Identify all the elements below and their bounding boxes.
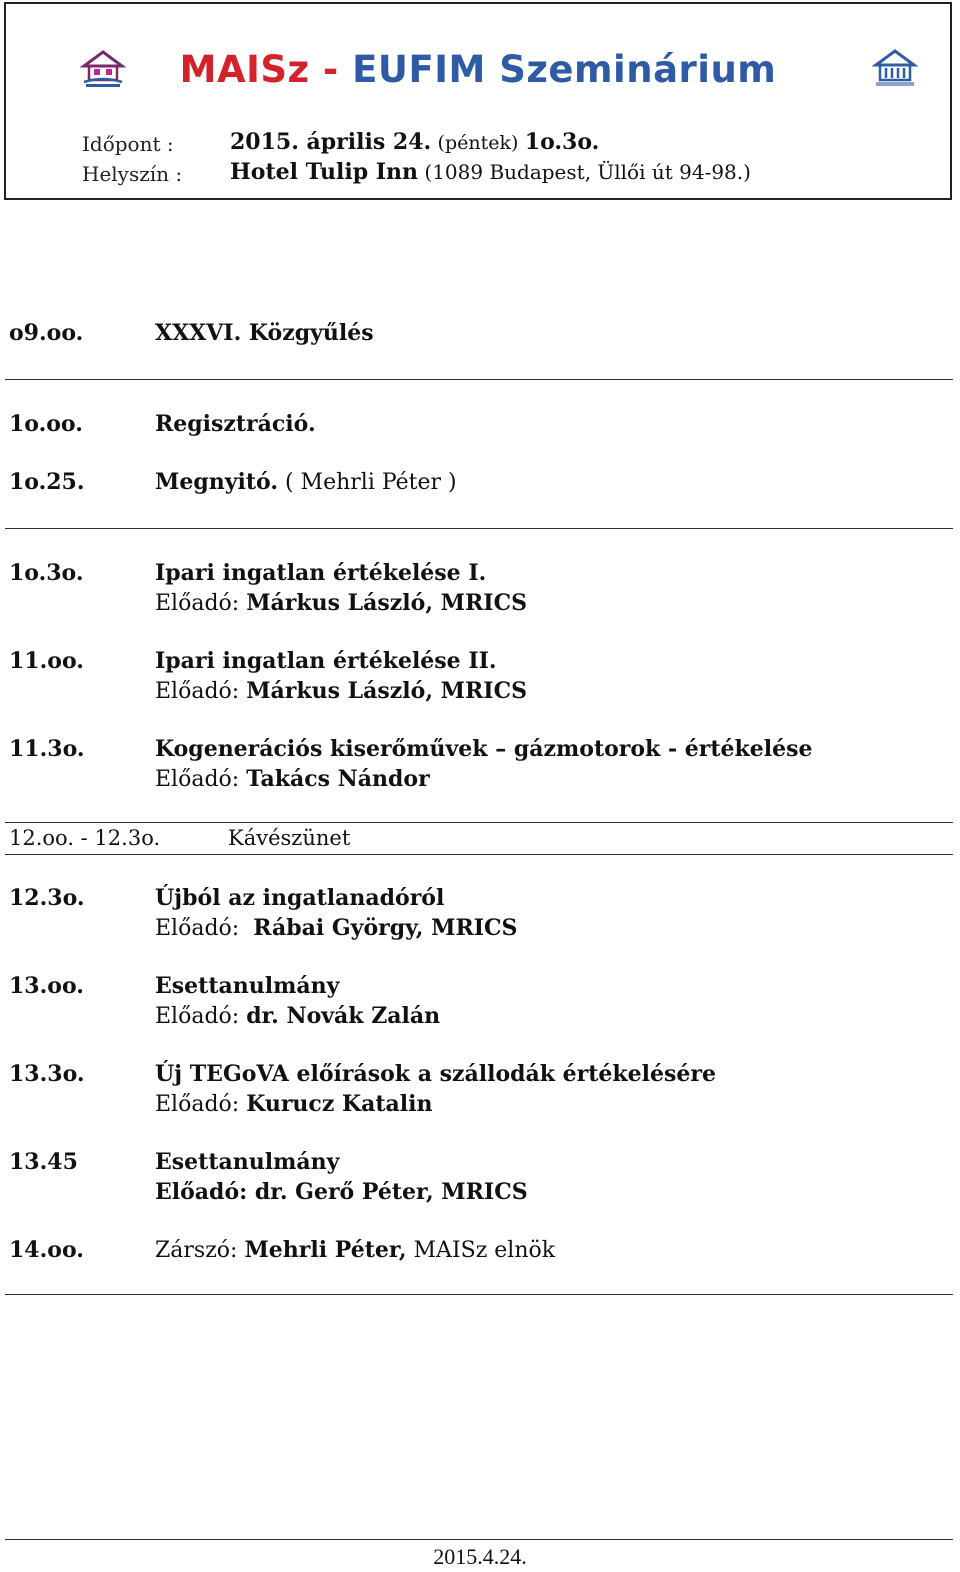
item-time: 11.3o. [9,736,85,762]
item-time: 13.45 [9,1149,78,1175]
item-time: 1o.25. [9,469,85,495]
item-title [155,469,457,495]
footer-divider [5,1539,953,1540]
item-speaker [155,766,430,792]
item-title-text: XXXVI. Közgyűlés [155,320,374,346]
speaker-name: Rábai György, MRICS [253,915,518,941]
item-time: 1o.3o. [9,560,84,586]
item-title [155,1061,716,1087]
item-title-text: Regisztráció. [155,411,316,437]
item-speaker [155,590,527,616]
venue-address: (1089 Budapest, Üllői út 94-98.) [424,160,751,184]
item-title-text: Új TEGoVA előírások a szállodák értékelésére [155,1061,716,1087]
speaker-name: Márkus László, MRICS [246,590,527,616]
eufim-logo-icon [872,48,918,88]
item-time: 11.oo. [9,648,84,674]
speaker-label: Előadó: [155,1004,247,1029]
page-title [6,48,950,91]
footer-date: 2015.4.24. [433,1544,527,1569]
divider [5,528,953,529]
item-title [155,411,316,437]
item-title-text: Ipari ingatlan értékelése II. [155,648,497,674]
speaker-label: Előadó: [155,767,247,792]
date-time: 1o.3o. [524,129,600,155]
date-label: Időpont : [82,132,174,156]
header-box [4,2,952,200]
divider [5,1294,953,1295]
break-label: Kávészünet [228,826,351,850]
divider [5,854,953,855]
item-title [155,885,444,911]
speaker-name: Kurucz Katalin [246,1091,433,1117]
item-time: 1o.oo. [9,411,83,437]
item-title [155,736,812,762]
speaker-name: dr. Novák Zalán [246,1003,441,1029]
item-time: 13.3o. [9,1061,85,1087]
item-speaker [155,1003,440,1029]
item-title-text: Megnyitó. [155,469,278,495]
item-speaker [155,915,517,941]
title-maisz: MAISz [179,48,310,91]
venue-label: Helyszín : [82,162,183,186]
date-day: (péntek) [437,132,519,154]
item-title [155,1149,339,1175]
item-title-text: Ipari ingatlan értékelése I. [155,560,487,586]
closing-prefix: Zárszó: [155,1238,245,1263]
date-text: 2015. április 24. [230,129,432,155]
speaker-name: Mehrli Péter, [244,1237,407,1263]
item-extra: ( Mehrli Péter ) [277,470,457,495]
item-time: o9.oo. [9,320,84,346]
item-speaker [155,678,527,704]
venue-name: Hotel Tulip Inn [230,159,419,185]
title-separator: - [309,48,353,91]
item-time: 14.oo. [9,1237,84,1263]
divider [5,379,953,380]
date-value [230,129,599,155]
item-title [155,320,374,346]
item-title [155,648,497,674]
speaker-label: Előadó: [155,916,254,941]
venue-value [230,159,751,185]
speaker-name: Takács Nándor [246,766,430,792]
item-speaker [155,1179,528,1205]
speaker-name: Márkus László, MRICS [246,678,527,704]
item-title [155,973,339,999]
item-title-text: Esettanulmány [155,973,340,999]
break-time: 12.oo. - 12.3o. [9,826,161,850]
speaker-label: Előadó: [155,1092,247,1117]
speaker-label: Előadó: [155,679,247,704]
speaker-label: Előadó: [155,591,247,616]
item-title-text: Újból az ingatlanadóról [155,885,445,911]
item-speaker [155,1091,432,1117]
speaker-name: Előadó: dr. Gerő Péter, MRICS [155,1179,528,1205]
item-title-text: Kogenerációs kiserőművek – gázmotorok - értékelése [155,736,813,762]
divider [5,822,953,823]
closing-suffix: MAISz elnök [406,1238,556,1263]
item-title [155,560,486,586]
item-title-text: Esettanulmány [155,1149,340,1175]
title-eufim: EUFIM Szeminárium [352,48,777,91]
item-title [155,1237,555,1263]
item-time: 13.oo. [9,973,84,999]
item-time: 12.3o. [9,885,85,911]
